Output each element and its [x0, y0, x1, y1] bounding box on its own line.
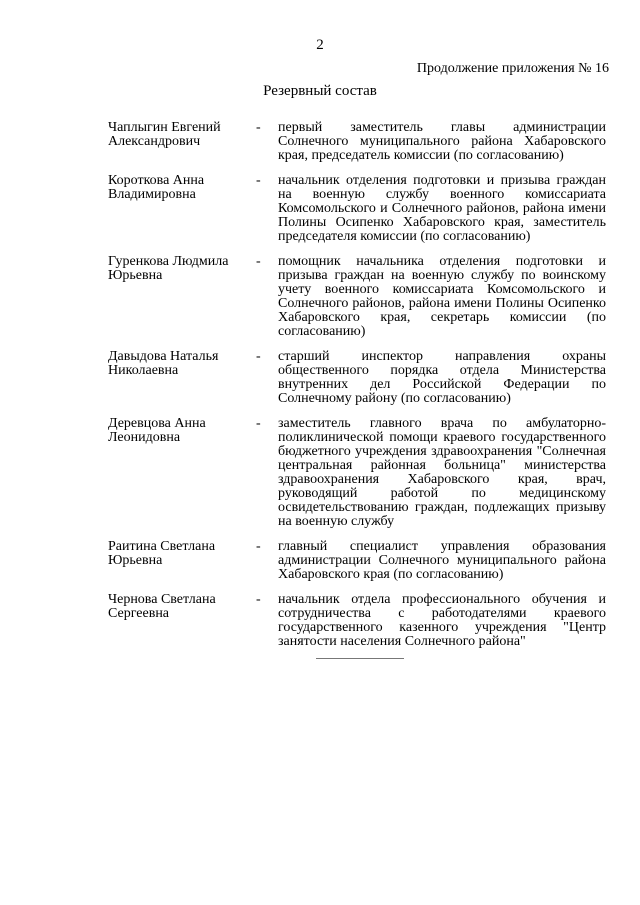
member-role: начальник отдела профессионального обучения и сотрудничества с работодателями краевого государственного казенного учреждения "Центр занятости населения Солнечного района"	[278, 592, 606, 649]
member-entry	[108, 254, 606, 339]
member-name: Чернова Светлана Сергеевна	[108, 592, 216, 621]
member-name: Раитина Светлана Юрьевна	[108, 539, 216, 568]
member-dash: -	[256, 539, 261, 554]
member-name: Чаплыгин Евгений Александрович	[108, 120, 221, 149]
member-entry	[108, 120, 606, 163]
member-entry	[108, 173, 606, 244]
member-entry	[108, 416, 606, 529]
member-entry	[108, 592, 606, 649]
member-role: главный специалист управления образования администрации Солнечного муниципального района Хабаровского края (по согласованию)	[278, 539, 606, 582]
member-dash: -	[256, 173, 261, 188]
member-role: старший инспектор направления охраны общественного порядка отдела Министерства внутренних дел Российской Федерации по Солнечному району (по согласованию)	[278, 349, 606, 406]
end-divider	[316, 658, 404, 659]
member-role: заместитель главного врача по амбулаторно-поликлинической помощи краевого государственного бюджетного учреждения здравоохранения "Солнечная центральная районная больница" министерства здравоохранения Хабаровского края, врач, руководящий работой по медицинскому освидетельствованию граждан, подлежащих призыву на военную службу	[278, 416, 606, 529]
member-name: Гуренкова Людмила Юрьевна	[108, 254, 229, 283]
member-dash: -	[256, 120, 261, 135]
member-dash: -	[256, 592, 261, 607]
member-name: Давыдова Наталья Николаевна	[108, 349, 219, 378]
page-number: 2	[316, 37, 324, 53]
member-dash: -	[256, 416, 261, 431]
appendix-continuation-label: Продолжение приложения № 16	[416, 61, 609, 76]
member-role: первый заместитель главы администрации Солнечного муниципального района Хабаровского края, председатель комиссии (по согласованию)	[278, 120, 606, 163]
member-name: Деревцова Анна Леонидовна	[108, 416, 206, 445]
member-dash: -	[256, 254, 261, 269]
member-dash: -	[256, 349, 261, 364]
member-name: Короткова Анна Владимировна	[108, 173, 205, 202]
member-entry	[108, 349, 606, 406]
member-entry	[108, 539, 606, 582]
section-title: Резервный состав	[263, 83, 377, 99]
member-role: помощник начальника отделения подготовки и призыва граждан на военную службу по воинскому учету военного комиссариата Комсомольского и Солнечного районов, района имени Полины Осипенко Хабаровского края, секретарь комиссии (по согласованию)	[278, 254, 606, 339]
member-list	[108, 120, 606, 649]
member-role: начальник отделения подготовки и призыва граждан на военную службу военного комиссариата Комсомольского и Солнечного районов, района имени Полины Осипенко Хабаровского края, заместитель председателя комиссии (по согласованию)	[278, 173, 606, 244]
